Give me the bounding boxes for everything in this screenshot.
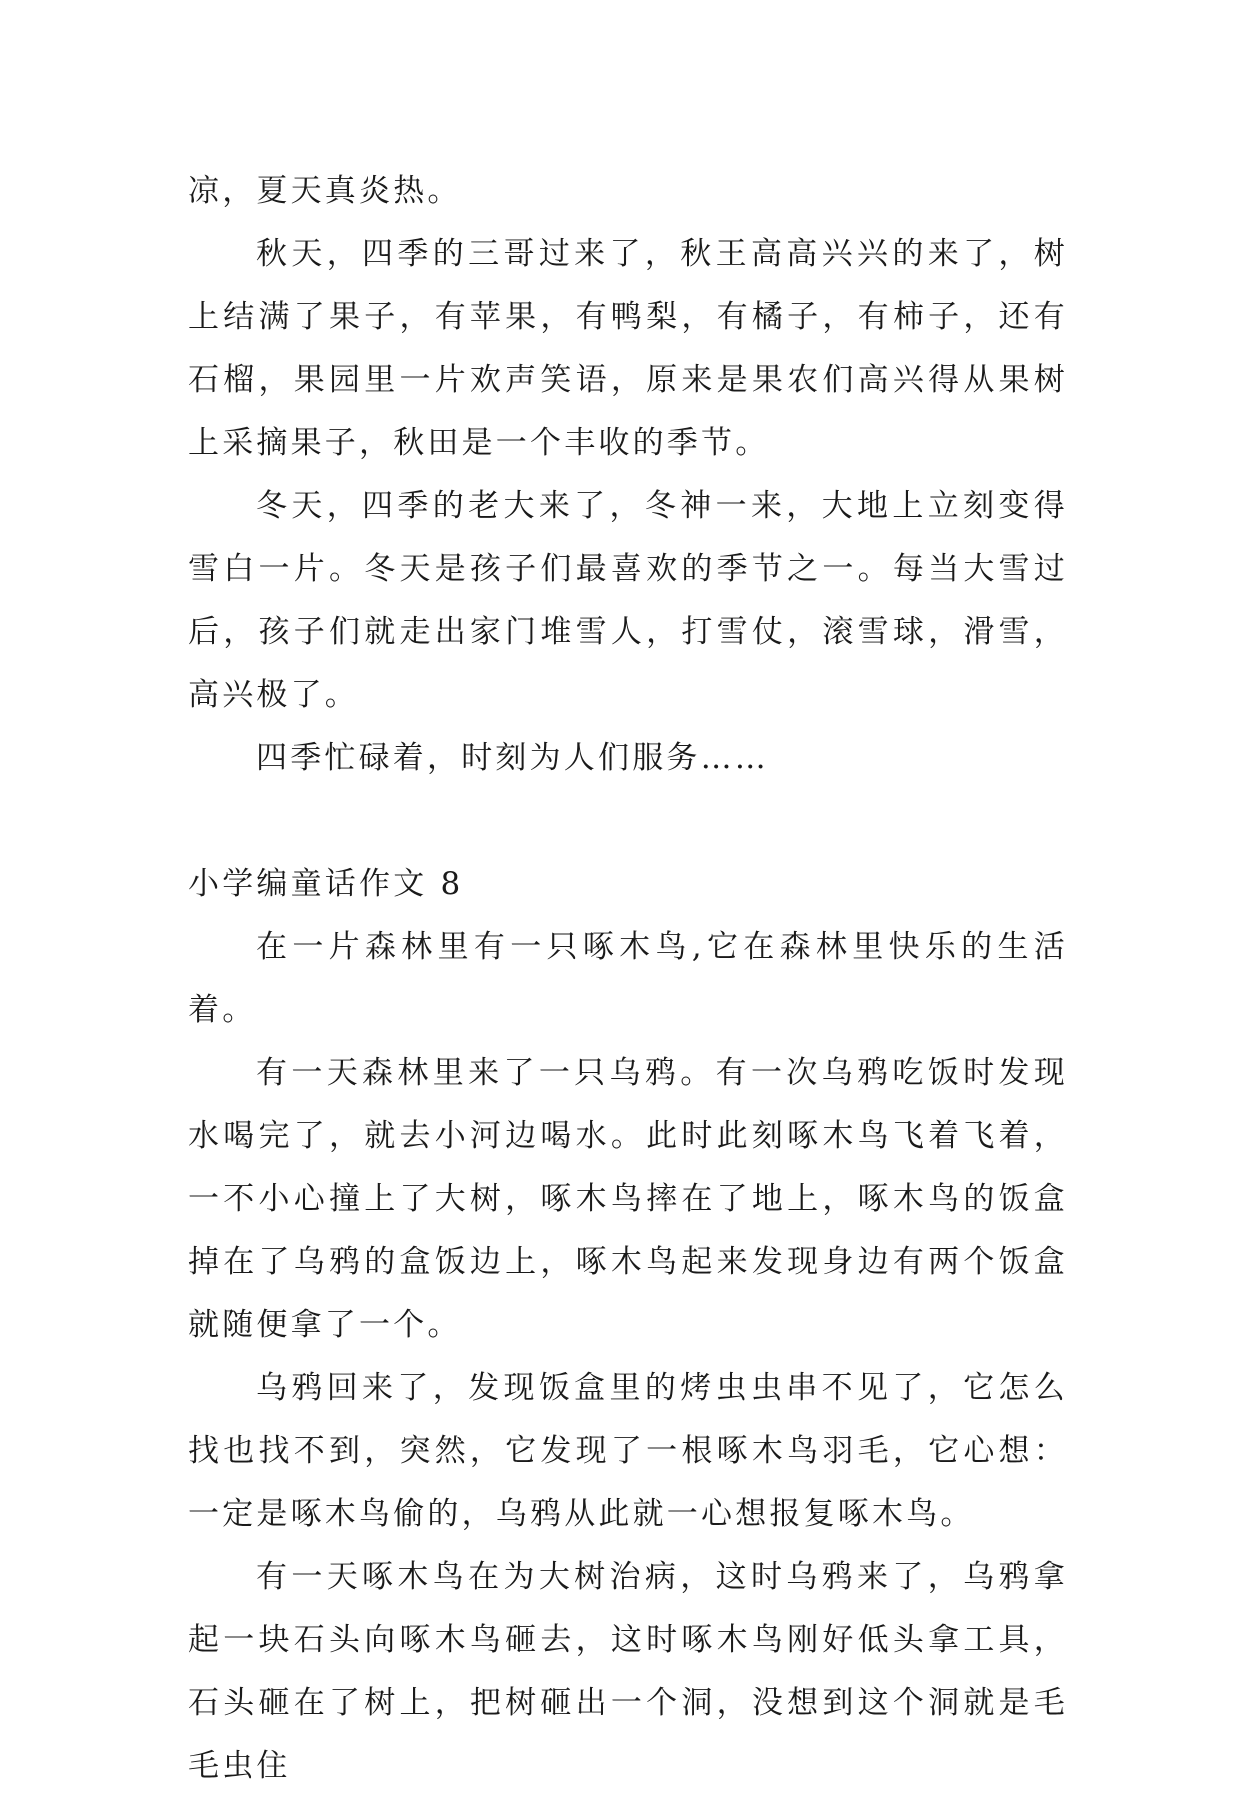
paragraph-story-4: 有一天啄木鸟在为大树治病，这时乌鸦来了，乌鸦拿起一块石头向啄木鸟砸去，这时啄木鸟刚好低头拿工具，石头砸在了树上，把树砸出一个洞，没想到这个洞就是毛毛虫住 <box>188 1559 1068 1784</box>
document-body <box>188 160 1068 1798</box>
continuation-text: 凉，夏天真炎热。 <box>188 173 462 209</box>
paragraph-story-3: 乌鸦回来了，发现饭盒里的烤虫虫串不见了，它怎么找也找不到，突然，它发现了一根啄木鸟羽毛，它心想：一定是啄木鸟偷的，乌鸦从此就一心想报复啄木鸟。 <box>188 1370 1068 1532</box>
paragraph-story-2: 有一天森林里来了一只乌鸦。有一次乌鸦吃饭时发现水喝完了，就去小河边喝水。此时此刻啄木鸟飞着飞着，一不小心撞上了大树，啄木鸟摔在了地上，啄木鸟的饭盒掉在了乌鸦的盒饭边上，啄木鸟起来发现身边有两个饭盒就随便拿了一个。 <box>188 1055 1068 1343</box>
paragraph-story-1: 在一片森林里有一只啄木鸟,它在森林里快乐的生活着。 <box>188 929 1068 1028</box>
section-title: 小学编童话作文 8 <box>188 866 464 902</box>
paragraph-autumn: 秋天，四季的三哥过来了，秋王高高兴兴的来了，树上结满了果子，有苹果，有鸭梨，有橘子，有柿子，还有石榴，果园里一片欢声笑语，原来是果农们高兴得从果树上采摘果子，秋田是一个丰收的季节。 <box>188 236 1068 461</box>
paragraph-winter: 冬天，四季的老大来了，冬神一来，大地上立刻变得雪白一片。冬天是孩子们最喜欢的季节之一。每当大雪过后，孩子们就走出家门堆雪人，打雪仗，滚雪球，滑雪，高兴极了。 <box>188 488 1068 713</box>
paragraph-closing: 四季忙碌着，时刻为人们服务…… <box>256 740 769 776</box>
